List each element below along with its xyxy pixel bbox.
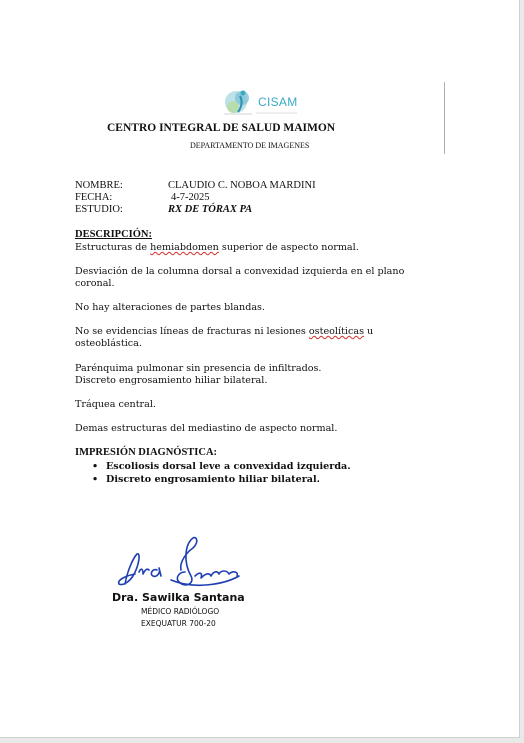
department-title: DEPARTAMENTO DE IMAGENES (190, 141, 310, 150)
doctor-name: Dra. Sawilka Santana (112, 591, 245, 604)
impression-item-text: Escoliosis dorsal leve a convexidad izquierda. (106, 461, 351, 472)
handwritten-signature-icon (115, 532, 245, 592)
p1-text: Estructuras de (75, 242, 151, 253)
description-title: DESCRIPCIÓN: (75, 229, 153, 240)
p4-text-end: u osteoblástica. (75, 326, 374, 349)
bullet-icon: • (92, 474, 99, 485)
desc-paragraph-4 (75, 326, 425, 350)
date-row (75, 192, 210, 203)
name-value: CLAUDIO C. NOBOA MARDINI (168, 180, 316, 191)
desc-paragraph-1 (75, 242, 425, 254)
p5-line-1: Parénquima pulmonar sin presencia de infiltrados. (75, 363, 322, 374)
doctor-role: MÉDICO RADIÓLOGO (141, 607, 220, 616)
impression-item (92, 473, 351, 486)
logo-text: CISAM (258, 95, 298, 109)
bullet-icon: • (92, 461, 99, 472)
doctor-exequatur: EXEQUATUR 700-20 (141, 619, 216, 628)
study-row (75, 204, 253, 215)
desc-paragraph-6: Tráquea central. (75, 399, 156, 410)
study-label: ESTUDIO: (75, 204, 123, 215)
date-label: FECHA: (75, 192, 113, 203)
impression-item (92, 460, 351, 473)
date-value: 4-7-2025 (171, 192, 210, 203)
p1-text-end: superior de aspecto normal. (218, 242, 359, 253)
patient-name-row (75, 180, 316, 191)
impression-item-text: Discreto engrosamiento hiliar bilateral. (106, 474, 320, 485)
margin-line (444, 82, 445, 154)
institution-title: CENTRO INTEGRAL DE SALUD MAIMON (107, 122, 336, 134)
desc-paragraph-5 (75, 363, 425, 387)
impression-title: IMPRESIÓN DIAGNÓSTICA: (75, 447, 218, 458)
desc-paragraph-7: Demas estructuras del mediastino de aspecto normal. (75, 423, 338, 434)
impression-list (92, 460, 351, 486)
name-label: NOMBRE: (75, 180, 123, 191)
desc-paragraph-3: No hay alteraciones de partes blandas. (75, 302, 266, 313)
desc-paragraph-2: Desviación de la columna dorsal a convexidad izquierda en el plano coronal. (75, 266, 405, 289)
spell-flag-hemiabdomen: hemiabdomen (150, 242, 219, 253)
study-value: RX DE TÓRAX PA (168, 204, 253, 215)
p4-text: No se evidencias líneas de fracturas ni lesiones (75, 326, 309, 337)
p5-line-2: Discreto engrosamiento hiliar bilateral. (75, 375, 268, 386)
spell-flag-osteoliticas: osteolíticas (308, 326, 364, 337)
